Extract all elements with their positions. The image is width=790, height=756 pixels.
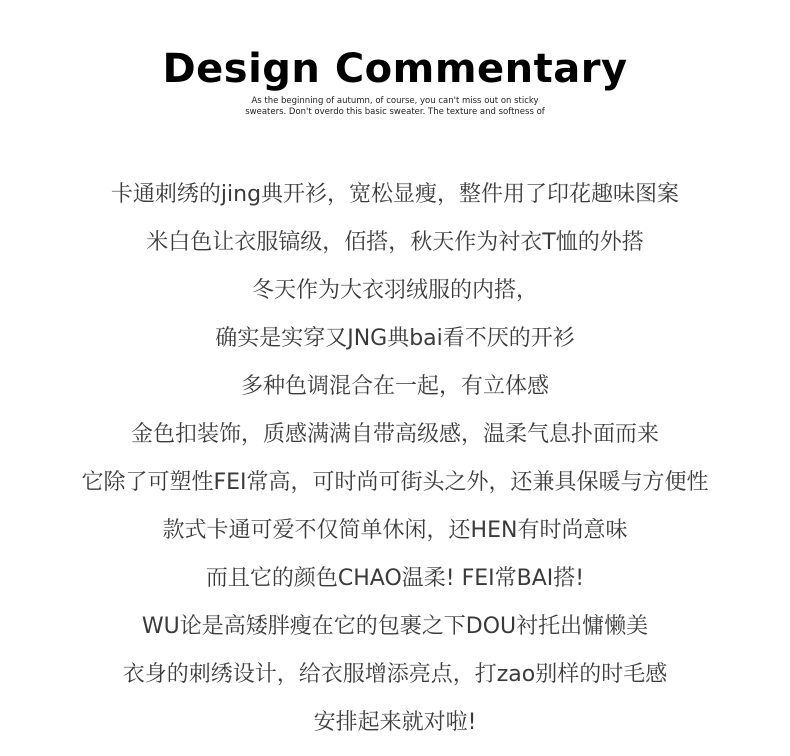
body-line-4: 确实是实穿又JNG典bai看不厌的开衫	[215, 326, 575, 351]
subtitle-line-1: As the beginning of autumn, of course, you can't miss out on sticky	[251, 96, 539, 106]
body-line-9: 而且它的颜色CHAO温柔! FEI常BAI搭!	[205, 566, 585, 591]
body-line-12: 安排起来就对啦!	[313, 710, 477, 735]
body-line-1: 卡通刺绣的jing典开衫，宽松显瘦，整件用了印花趣味图案	[110, 182, 680, 207]
commentary-body	[0, 171, 790, 747]
body-line-5: 多种色调混合在一起，有立体感	[240, 374, 549, 399]
subtitle-paragraph	[200, 96, 590, 118]
body-line-8: 款式卡通可爱不仅简单休闲，还HEN有时尚意味	[162, 518, 628, 543]
page-title: Design Commentary	[162, 46, 628, 92]
body-line-2: 米白色让衣服镐级，佰搭，秋天作为衬衣T恤的外搭	[146, 230, 644, 255]
subtitle-line-2: sweaters. Don't overdo this basic sweater. The texture and softness of	[245, 107, 545, 117]
body-line-7: 它除了可塑性FEI常高，可时尚可街头之外，还兼具保暖与方便性	[81, 470, 709, 495]
body-line-11: 衣身的刺绣设计，给衣服增添亮点，打zao别样的时毛感	[122, 662, 668, 687]
body-line-10: WU论是高矮胖瘦在它的包裹之下DOU衬托出慵懒美	[141, 614, 649, 639]
body-line-6: 金色扣装饰，质感满满自带高级感，温柔气息扑面而来	[130, 422, 659, 447]
body-line-3: 冬天作为大衣羽绒服的内搭，	[251, 278, 538, 303]
